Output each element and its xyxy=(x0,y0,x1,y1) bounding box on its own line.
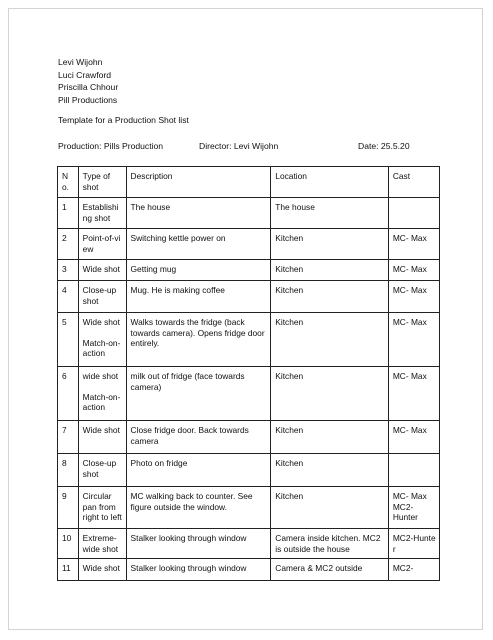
header-cast: Cast xyxy=(388,167,439,198)
cell-description: Stalker looking through window xyxy=(126,529,271,559)
cell-description: milk out of fridge (face towards camera) xyxy=(126,367,271,421)
shot-type: Wide shot xyxy=(82,317,120,327)
shot-type-secondary: Match-on-action xyxy=(82,337,121,359)
cell-cast: MC- Max xyxy=(388,421,439,454)
cell-cast: MC- Max xyxy=(388,260,439,281)
cell-location: Kitchen xyxy=(271,281,389,313)
cell-cast: MC- Max xyxy=(388,313,439,367)
cell-location: Kitchen xyxy=(271,421,389,454)
header-description: Description xyxy=(126,167,271,198)
cell-no: 9 xyxy=(58,487,79,529)
shot-type-secondary: Match-on-action xyxy=(82,391,121,413)
cell-type: Circular pan from right to left xyxy=(78,487,126,529)
cell-location: Kitchen xyxy=(271,454,389,487)
cell-no: 11 xyxy=(58,559,79,581)
cell-type: Close-up shot xyxy=(78,454,126,487)
cell-description: MC walking back to counter. See figure outside the window. xyxy=(126,487,271,529)
cell-type xyxy=(78,313,126,367)
table-header-row xyxy=(58,167,440,198)
cell-no: 5 xyxy=(58,313,79,367)
cell-type: Wide shot xyxy=(78,260,126,281)
cell-description: Mug. He is making coffee xyxy=(126,281,271,313)
cell-cast: MC- Max MC2-Hunter xyxy=(388,487,439,529)
cell-description: Photo on fridge xyxy=(126,454,271,487)
cell-description: Switching kettle power on xyxy=(126,229,271,260)
cell-location: Kitchen xyxy=(271,487,389,529)
cell-type: Close-up shot xyxy=(78,281,126,313)
cell-cast: MC2- xyxy=(388,559,439,581)
document-title: Template for a Production Shot list xyxy=(58,115,189,125)
cell-location: Kitchen xyxy=(271,229,389,260)
author-name: Levi Wijohn xyxy=(58,57,103,67)
company-name: Pill Productions xyxy=(58,94,118,105)
cell-location: Kitchen xyxy=(271,313,389,367)
table-row xyxy=(58,281,440,313)
cell-type: Point-of-view xyxy=(78,229,126,260)
header-no: No. xyxy=(58,167,79,198)
cell-location: Camera inside kitchen. MC2 is outside the house xyxy=(271,529,389,559)
cell-location: Camera & MC2 outside xyxy=(271,559,389,581)
table-row xyxy=(58,454,440,487)
table-row xyxy=(58,367,440,421)
cell-description: Getting mug xyxy=(126,260,271,281)
cell-cast: MC- Max xyxy=(388,367,439,421)
table-row xyxy=(58,313,440,367)
cell-cast xyxy=(388,198,439,229)
cell-no: 8 xyxy=(58,454,79,487)
shot-type: wide shot xyxy=(82,371,119,381)
cell-no: 1 xyxy=(58,198,79,229)
cell-type: Establishing shot xyxy=(78,198,126,229)
table-row xyxy=(58,487,440,529)
cell-cast xyxy=(388,454,439,487)
table-row xyxy=(58,529,440,559)
cell-type: Extreme-wide shot xyxy=(78,529,126,559)
cell-type: Wide shot xyxy=(78,559,126,581)
author-name: Luci Crawford xyxy=(58,69,112,80)
author-name: Priscilla Chhour xyxy=(58,82,119,93)
cell-description: Stalker looking through window xyxy=(126,559,271,581)
cell-location: The house xyxy=(271,198,389,229)
cell-cast: MC- Max xyxy=(388,281,439,313)
cell-description: Walks towards the fridge (back towards camera). Opens fridge door entirely. xyxy=(126,313,271,367)
author-block xyxy=(58,56,118,106)
table-row xyxy=(58,559,440,581)
header-type: Type of shot xyxy=(78,167,126,198)
table-row xyxy=(58,198,440,229)
header-location: Location xyxy=(271,167,389,198)
cell-location: Kitchen xyxy=(271,367,389,421)
cell-no: 6 xyxy=(58,367,79,421)
table-row xyxy=(58,229,440,260)
production-label: Production: Pills Production xyxy=(58,141,164,151)
cell-no: 4 xyxy=(58,281,79,313)
cell-no: 2 xyxy=(58,229,79,260)
cell-type: Wide shot xyxy=(78,421,126,454)
cell-no: 7 xyxy=(58,421,79,454)
cell-location: Kitchen xyxy=(271,260,389,281)
cell-type xyxy=(78,367,126,421)
cell-description: The house xyxy=(126,198,271,229)
date-label: Date: 25.5.20 xyxy=(358,141,410,151)
shot-list-table xyxy=(57,166,440,581)
cell-no: 3 xyxy=(58,260,79,281)
cell-cast: MC2-Hunter xyxy=(388,529,439,559)
table-row xyxy=(58,260,440,281)
cell-description: Close fridge door. Back towards camera xyxy=(126,421,271,454)
table-row xyxy=(58,421,440,454)
cell-no: 10 xyxy=(58,529,79,559)
director-label: Director: Levi Wijohn xyxy=(199,141,279,151)
cell-cast: MC- Max xyxy=(388,229,439,260)
